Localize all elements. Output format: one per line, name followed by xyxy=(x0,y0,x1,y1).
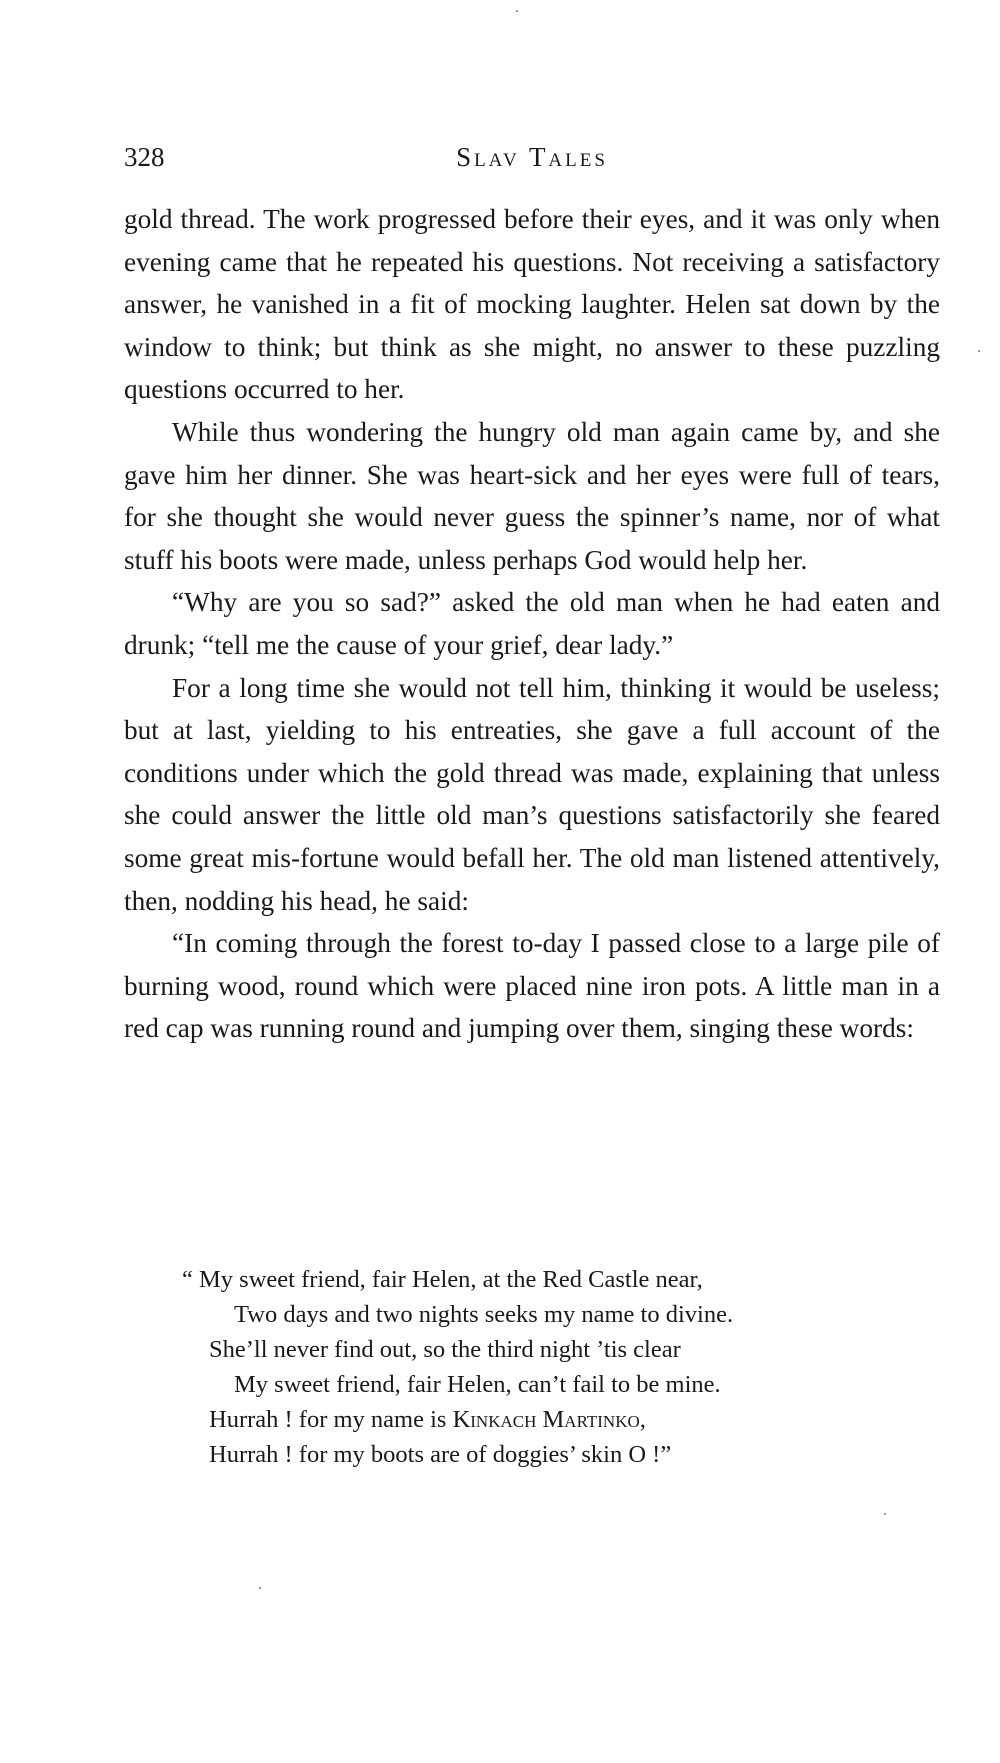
paragraph: “Why are you so sad?” asked the old man when he had eaten and drunk; “tell me the cause of your grief, dear lady.” xyxy=(124,587,940,660)
print-speck xyxy=(259,1587,261,1589)
poem-line-text: Hurrah ! for my name is xyxy=(209,1406,453,1433)
poem-line: She’ll never find out, so the third night ’tis clear xyxy=(209,1336,681,1363)
page-number: 328 xyxy=(124,142,165,172)
poem-line: Hurrah ! for my boots are of doggies’ skin O !” xyxy=(209,1441,672,1468)
poem-line: My sweet friend, fair Helen, can’t fail to be mine. xyxy=(234,1371,721,1398)
paragraph: “In coming through the forest to-day I passed close to a large pile of burning wood, round which were placed nine iron pots. A little man in a red cap was running round and jumping over them, singing these words: xyxy=(124,928,940,1044)
poem-line: Two days and two nights seeks my name to divine. xyxy=(234,1301,734,1328)
running-title: Slav Tales xyxy=(456,142,608,172)
poem-line: “ My sweet friend, fair Helen, at the Red Castle near, xyxy=(182,1266,703,1293)
poem-verse xyxy=(182,1262,902,1472)
paragraph: For a long time she would not tell him, thinking it would be useless; but at last, yielding to his entreaties, she gave a full account of the conditions under which the gold thread was made, explaining that unless she could answer the little old man’s questions satisfactorily she feared some great mis-fortune would befall her. The old man listened attentively, then, nodding his head, he said: xyxy=(124,672,940,916)
poem-line xyxy=(182,1402,902,1437)
spinner-name: Kinkach Martinko xyxy=(452,1406,640,1433)
paragraph: While thus wondering the hungry old man again came by, and she gave him her dinner. She was heart-sick and her eyes were full of tears, for she thought she would never guess the spinner’s name, nor of what stuff his boots were made, unless perhaps God would help her. xyxy=(124,416,940,575)
print-speck xyxy=(978,350,980,352)
paragraph: gold thread. The work progressed before their eyes, and it was only when evening came that he repeated his questions. Not receiving a satisfactory answer, he vanished in a fit of mocking laughter. Helen sat down by the window to think; but think as she might, no answer to these puzzling questions occurred to her. xyxy=(124,204,940,405)
poem-line-punctuation: , xyxy=(639,1406,646,1433)
body-text xyxy=(124,198,940,1050)
page-header xyxy=(124,142,940,182)
print-speck xyxy=(884,1513,886,1515)
print-speck xyxy=(516,10,518,12)
